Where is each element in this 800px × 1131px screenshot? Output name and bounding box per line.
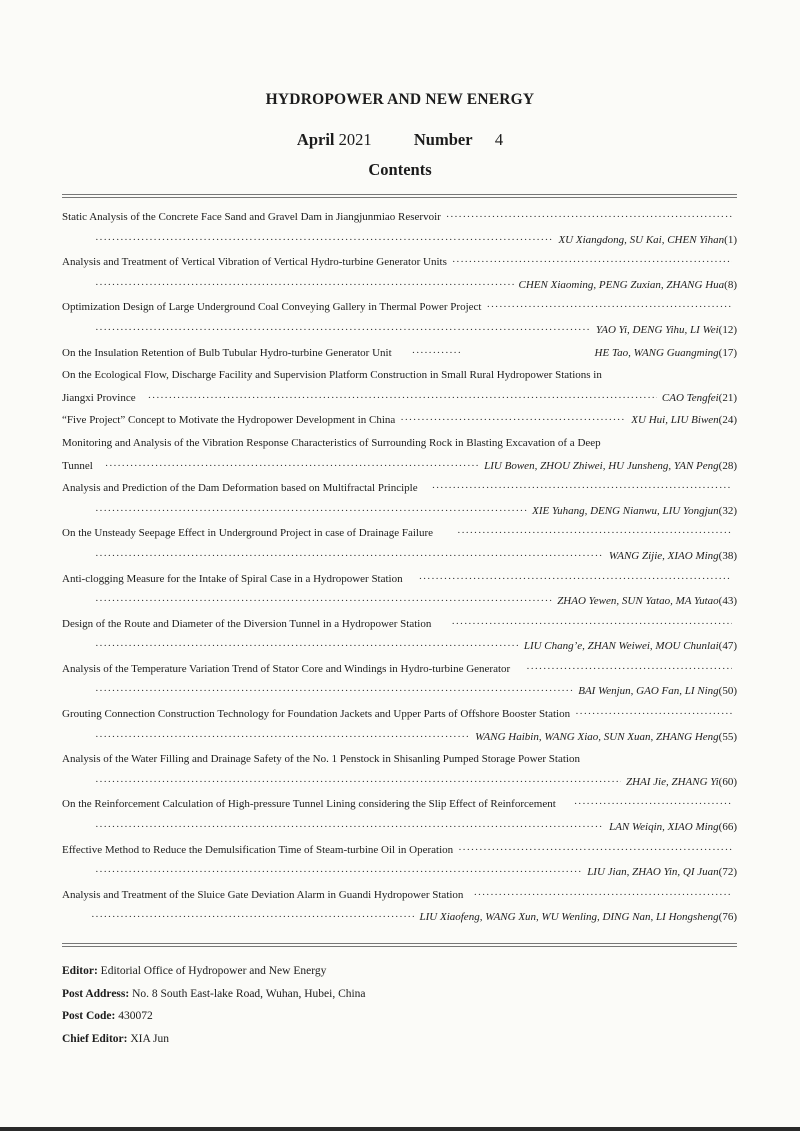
toc-entry-authors: LIU Xiaofeng, WANG Xun, WU Wenling, DING Nan, LI Hongsheng <box>419 911 719 924</box>
dot-leader <box>95 229 553 252</box>
toc-entry-title-cont: Jiangxi Province <box>62 391 136 404</box>
issue-month: April <box>296 130 335 149</box>
journal-title: HYDROPOWER AND NEW ENERGY <box>265 91 535 108</box>
toc-entry-page: (76) <box>718 911 737 924</box>
toc-entry[interactable] <box>62 432 737 477</box>
toc-entry[interactable] <box>62 206 737 251</box>
toc-entry-page: (66) <box>718 821 737 834</box>
dot-leader <box>105 455 479 478</box>
toc-entry-authors: WANG Zijie, XIAO Ming <box>608 549 719 562</box>
top-rule-double <box>62 197 737 198</box>
post-address-value: No. 8 South East-lake Road, Wuhan, Hubei, China <box>132 987 366 1000</box>
dot-leader <box>95 726 470 749</box>
toc-entry-title: Analysis and Prediction of the Dam Deformation based on Multifractal Principle <box>62 482 418 495</box>
top-rule <box>62 194 737 195</box>
toc-entry-authors: XU Xiangdong, SU Kai, CHEN Yihan <box>558 233 725 246</box>
toc-entry-authors: LIU Bowen, ZHOU Zhiwei, HU Junsheng, YAN Peng <box>484 459 719 472</box>
toc-entry-authors: XU Hui, LIU Biwen <box>631 414 719 427</box>
toc-entry-authors: LIU Jian, ZHAO Yin, QI Juan <box>587 866 719 879</box>
toc-entry[interactable] <box>62 477 737 522</box>
chief-editor-line: Chief Editor: XIA Jun <box>62 1032 170 1045</box>
dot-leader <box>486 296 732 319</box>
toc-entry-page: (72) <box>718 866 737 879</box>
toc-entry-title: Analysis and Treatment of Vertical Vibration of Vertical Hydro-turbine Generator Units <box>62 256 447 269</box>
issue-year: 2021 <box>338 130 372 149</box>
toc-entry-title: Anti-clogging Measure for the Intake of Spiral Case in a Hydropower Station <box>62 572 403 585</box>
toc-entry-authors: BAI Wenjun, GAO Fan, LI Ning <box>578 685 719 698</box>
toc-entry-authors: ZHAO Yewen, SUN Yatao, MA Yutao <box>557 595 719 608</box>
toc-entry-page: (12) <box>718 323 737 336</box>
toc-entry-page: (21) <box>718 391 737 404</box>
toc-entry-page: (43) <box>718 595 737 608</box>
dot-leader <box>446 206 732 229</box>
toc-entry[interactable] <box>62 364 737 409</box>
post-code-value: 430072 <box>118 1010 153 1022</box>
toc-entry-page: (47) <box>718 640 737 653</box>
dot-leader <box>95 274 514 297</box>
dot-leader <box>95 816 604 839</box>
dot-leader <box>457 522 732 545</box>
toc-entry-page: (24) <box>718 414 737 427</box>
issue-number-label: Number <box>413 130 473 149</box>
dot-leader <box>400 409 626 432</box>
toc-entry-authors: WANG Haibin, WANG Xiao, SUN Xuan, ZHANG Heng <box>475 730 719 743</box>
toc-entry-title: Optimization Design of Large Underground Coal Conveying Gallery in Thermal Power Project <box>62 301 482 314</box>
toc-entry-title: Analysis and Treatment of the Sluice Gate Deviation Alarm in Guandi Hydropower Station <box>62 888 464 901</box>
dot-leader <box>91 906 415 929</box>
toc-entry-title: Analysis of the Water Filling and Drainage Safety of the No. 1 Penstock in Shisanling Pumped Storage Power Station <box>62 753 580 766</box>
dot-leader <box>452 251 732 274</box>
post-code-label: Post Code <box>62 1010 112 1022</box>
bottom-rule-double <box>62 946 737 947</box>
dot-leader <box>95 500 527 523</box>
dot-leader <box>412 342 462 365</box>
page-bottom-edge <box>0 1127 800 1131</box>
toc-entry-title: On the Ecological Flow, Discharge Facility and Supervision Platform Construction in Small Rural Hydropower Stations in <box>62 369 602 382</box>
toc-entry-title: Design of the Route and Diameter of the Diversion Tunnel in a Hydropower Station <box>62 617 432 630</box>
dot-leader <box>148 387 657 410</box>
toc-entry-authors: ZHAI Jie, ZHANG Yi <box>625 775 719 788</box>
toc-entry-authors: XIE Yuhang, DENG Nianwu, LIU Yongjun <box>532 504 719 517</box>
toc-entry-title: Grouting Connection Construction Technology for Foundation Jackets and Upper Parts of Offshore Booster Station <box>62 708 571 721</box>
masthead <box>62 960 737 1050</box>
toc-entry[interactable] <box>62 793 737 838</box>
dot-leader <box>95 545 604 568</box>
toc-entry[interactable] <box>62 568 737 613</box>
post-address-label: Post Address <box>62 987 126 1000</box>
dot-leader <box>95 680 573 703</box>
toc-entry[interactable] <box>62 409 737 432</box>
dot-leader <box>432 477 732 500</box>
dot-leader <box>95 319 591 342</box>
dot-leader <box>95 635 519 658</box>
toc-entry-page: (1) <box>724 233 737 246</box>
toc-entry-authors: CAO Tengfei <box>661 391 719 404</box>
toc-entry-page: (17) <box>718 346 737 359</box>
editor-line: Editor: Editorial Office of Hydropower and New Energy <box>62 965 327 977</box>
contents-heading: Contents <box>368 160 432 179</box>
toc-entry-title: “Five Project” Concept to Motivate the Hydropower Development in China <box>62 414 396 427</box>
dot-leader <box>473 884 732 907</box>
toc-entry-page: (28) <box>718 459 737 472</box>
toc-entry[interactable] <box>62 839 737 884</box>
toc-entry-title-cont: Tunnel <box>62 459 93 472</box>
toc-entry[interactable] <box>62 522 737 567</box>
toc-entry-authors: CHEN Xiaoming, PENG Zuxian, ZHANG Hua <box>518 278 725 291</box>
toc-entry-title: On the Insulation Retention of Bulb Tubular Hydro-turbine Generator Unit <box>62 346 392 359</box>
toc-entry-page: (55) <box>718 730 737 743</box>
table-of-contents <box>62 206 737 929</box>
toc-entry-page: (38) <box>718 549 737 562</box>
post-address-line: Post Address: No. 8 South East-lake Road, Wuhan, Hubei, China <box>62 987 366 1000</box>
dot-leader <box>451 613 732 636</box>
toc-entry-authors: HE Tao, WANG Guangming <box>594 346 719 359</box>
toc-entry-page: (8) <box>724 278 737 291</box>
dot-leader <box>458 839 732 862</box>
dot-leader <box>575 703 732 726</box>
toc-entry[interactable] <box>62 703 737 748</box>
chief-editor-label: Chief Editor <box>62 1032 124 1045</box>
toc-entry-page: (50) <box>718 685 737 698</box>
toc-entry-page: (32) <box>718 504 737 517</box>
toc-entry[interactable] <box>62 613 737 658</box>
toc-entry-page: (60) <box>718 775 737 788</box>
toc-entry[interactable] <box>62 748 737 793</box>
issue-line <box>0 130 800 150</box>
toc-entry-title: On the Reinforcement Calculation of High-pressure Tunnel Lining considering the Slip Effect of Reinforcement <box>62 798 556 811</box>
editor-label: Editor <box>62 965 94 977</box>
toc-entry-title: Analysis of the Temperature Variation Trend of Stator Core and Windings in Hydro-turbine Generator <box>62 662 511 675</box>
dot-leader <box>419 568 732 591</box>
toc-entry-authors: LIU Chang’e, ZHAN Weiwei, MOU Chunlai <box>523 640 719 653</box>
chief-editor-value: XIA Jun <box>130 1032 170 1045</box>
post-code-line: Post Code: 430072 <box>62 1010 153 1022</box>
dot-leader <box>95 590 552 613</box>
toc-entry-title: On the Unsteady Seepage Effect in Underground Project in case of Drainage Failure <box>62 527 434 540</box>
dot-leader <box>95 861 582 884</box>
toc-entry[interactable] <box>62 296 737 341</box>
toc-entry[interactable] <box>62 251 737 296</box>
toc-entry-title: Effective Method to Reduce the Demulsification Time of Steam-turbine Oil in Operation <box>62 843 454 856</box>
issue-number: 4 <box>494 130 504 149</box>
toc-entry-authors: LAN Weiqin, XIAO Ming <box>609 821 719 834</box>
editor-value: Editorial Office of Hydropower and New Energy <box>100 965 327 977</box>
toc-entry-title: Monitoring and Analysis of the Vibration Response Characteristics of Surrounding Rock in Blasting Excavation of a Deep <box>62 436 601 449</box>
toc-entry[interactable] <box>62 884 737 929</box>
toc-entry[interactable] <box>62 342 737 365</box>
dot-leader <box>95 771 621 794</box>
toc-entry[interactable] <box>62 658 737 703</box>
dot-leader <box>526 658 732 681</box>
toc-entry-authors: YAO Yi, DENG Yihu, LI Wei <box>595 323 719 336</box>
bottom-rule <box>62 943 737 944</box>
toc-entry-title: Static Analysis of the Concrete Face Sand and Gravel Dam in Jiangjunmiao Reservoir <box>62 211 441 223</box>
dot-leader <box>574 793 732 816</box>
